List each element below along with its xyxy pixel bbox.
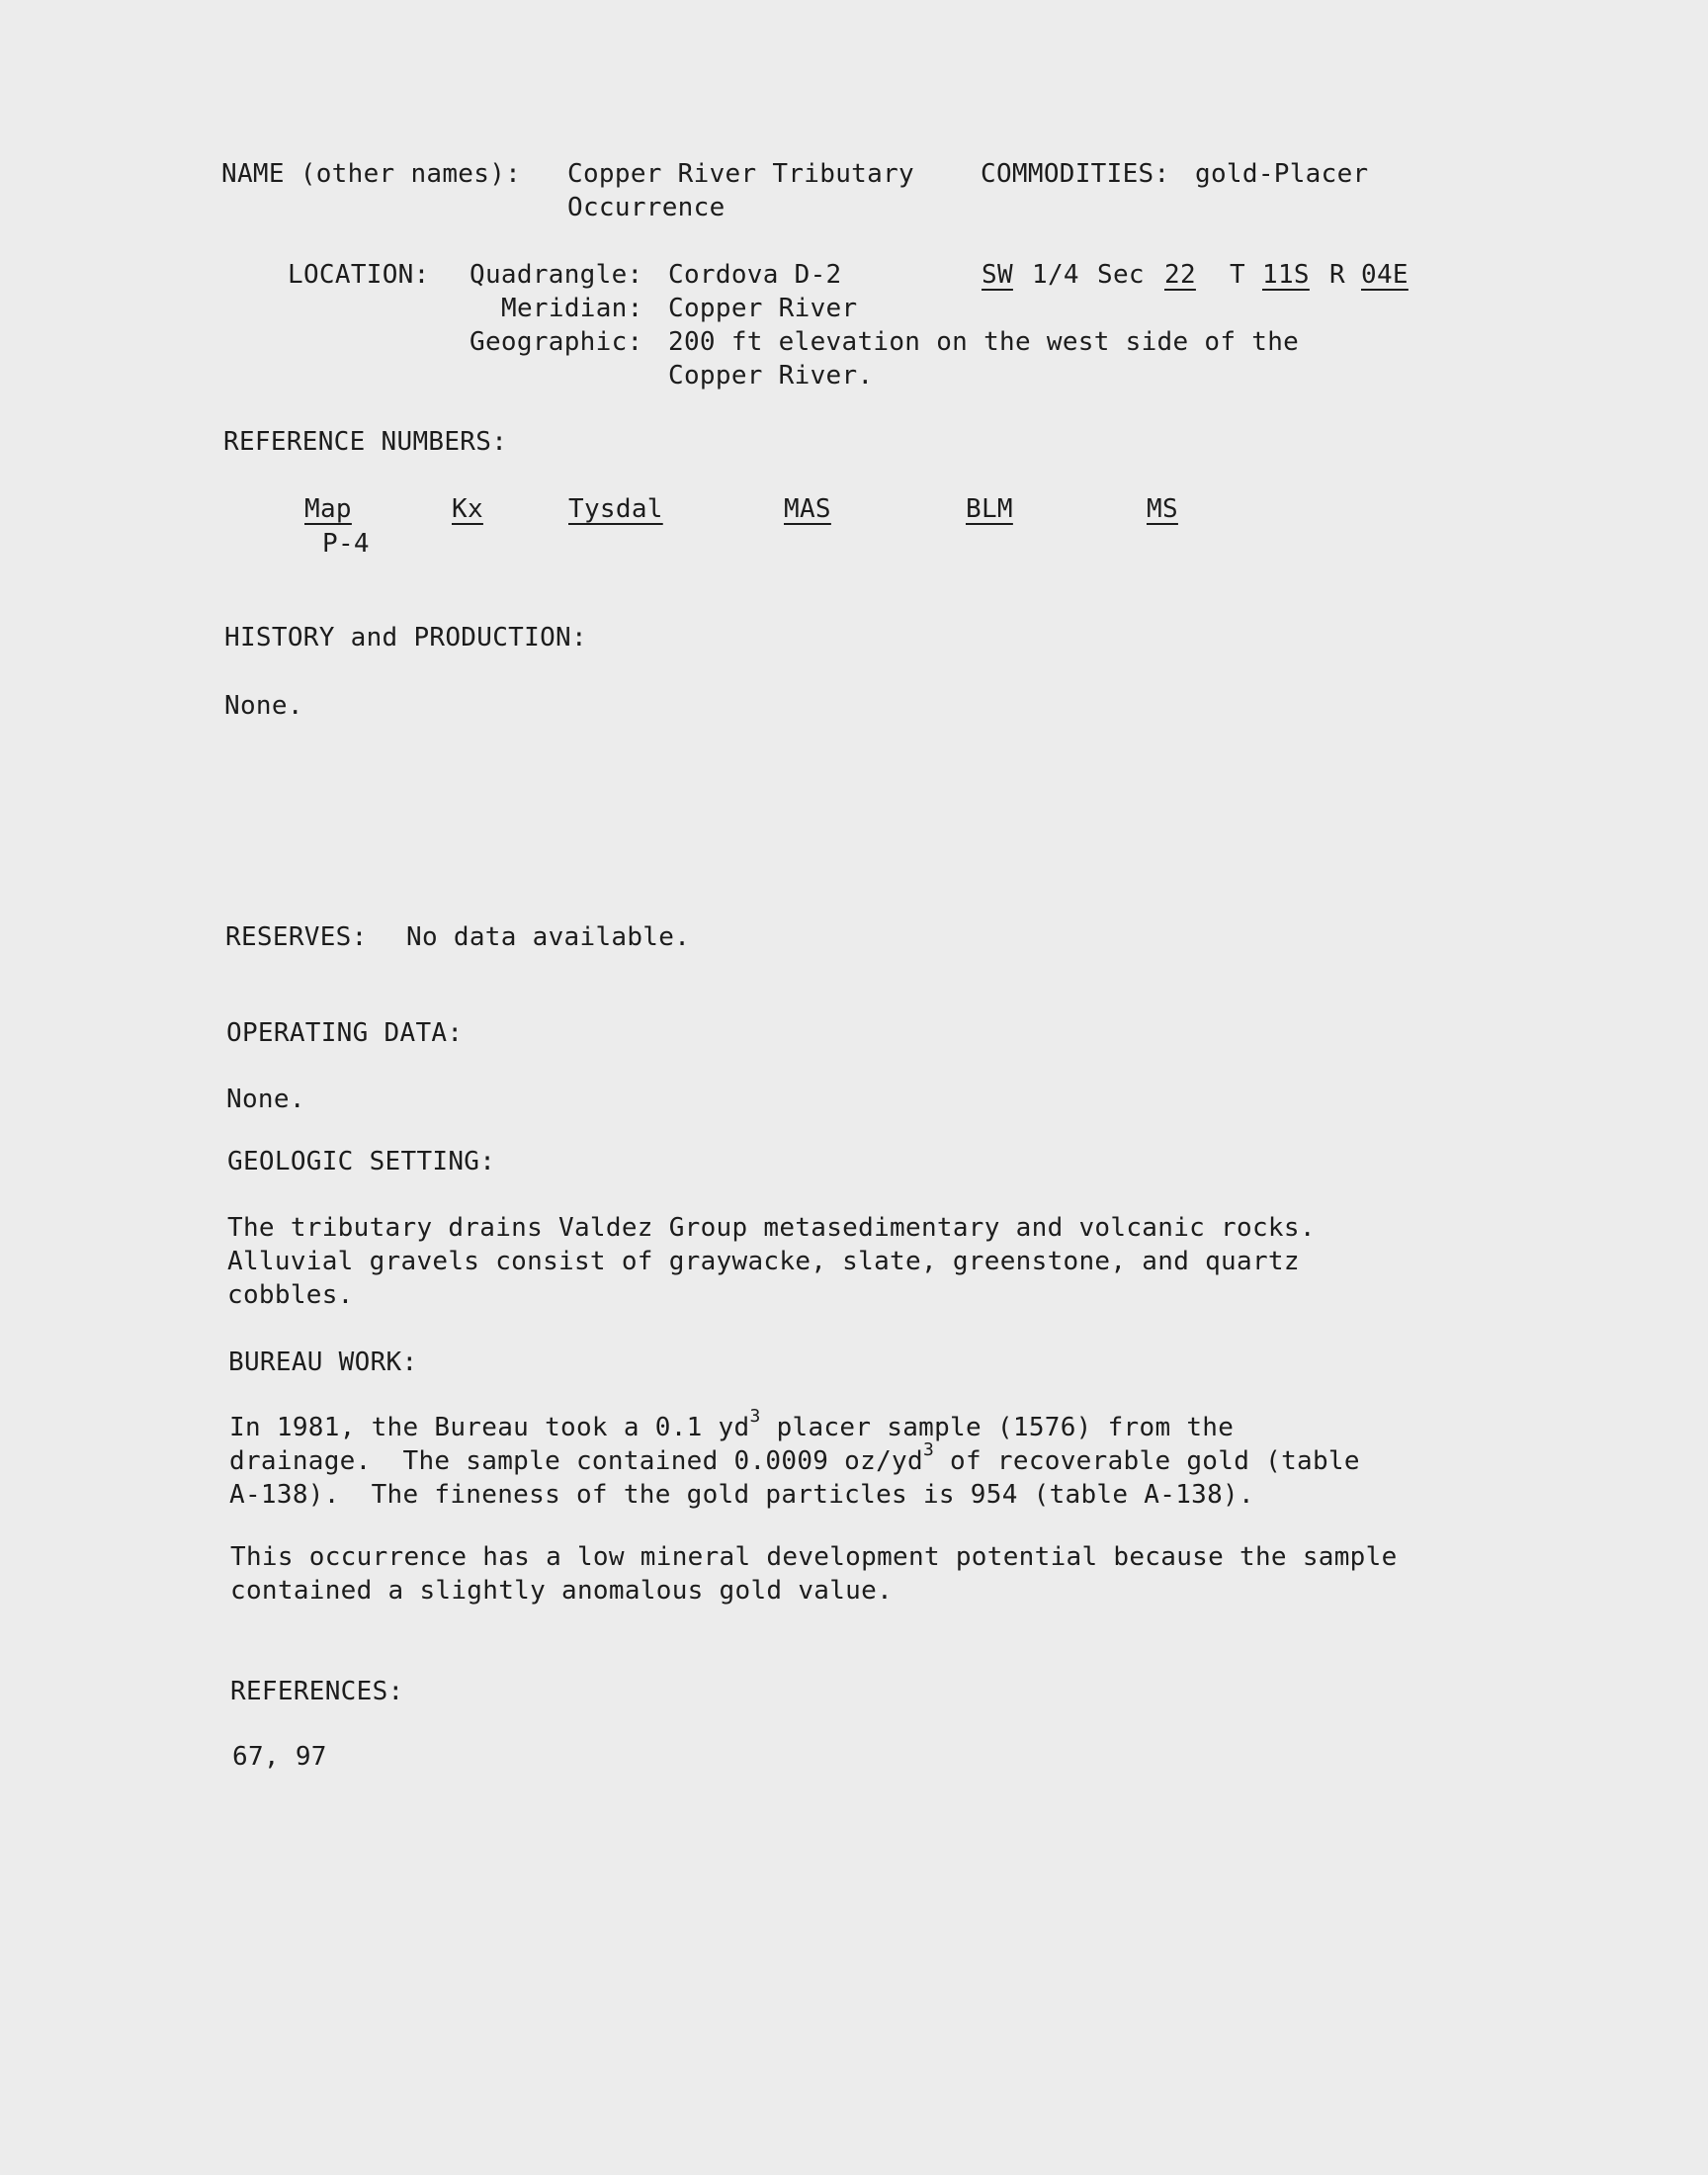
bureau-p1-line-3: A-138). The fineness of the gold particles is 954 (table A-138).	[229, 1480, 1254, 1510]
name-value-line1: Copper River Tributary	[567, 159, 914, 189]
bureau-p1-line-1: In 1981, the Bureau took a 0.1 $yd^3$ placer sample (1576) from the	[229, 1406, 1235, 1442]
name-value-line2: Occurrence	[567, 193, 726, 222]
history-heading: HISTORY and PRODUCTION:	[224, 623, 587, 652]
commodities-value: gold-Placer	[1195, 159, 1369, 189]
references-heading: REFERENCES:	[230, 1677, 404, 1706]
quarter-value: SW	[982, 260, 1013, 290]
meridian-value: Copper River	[668, 294, 858, 323]
reserves-text: No data available.	[406, 922, 691, 952]
geographic-label: Geographic:	[470, 327, 643, 357]
ref-blm-label: BLM	[966, 494, 1013, 524]
geographic-value-line2: Copper River.	[668, 361, 874, 391]
bureau-heading: BUREAU WORK:	[228, 1348, 418, 1377]
geologic-line-1: The tributary drains Valdez Group metasedimentary and volcanic rocks.	[227, 1213, 1316, 1243]
ref-map-label: Map	[304, 494, 352, 524]
section-value: 22	[1164, 260, 1196, 290]
reserves-label: RESERVES:	[225, 922, 368, 952]
bureau-p2-line-1: This occurrence has a low mineral development potential because the sample	[230, 1542, 1398, 1572]
township-label: T	[1230, 260, 1245, 290]
ref-map-value: P-4	[322, 529, 370, 559]
quadrangle-value: Cordova D-2	[668, 260, 842, 290]
ref-kx-label: Kx	[452, 494, 483, 524]
geologic-line-3: cobbles.	[227, 1280, 354, 1310]
operating-heading: OPERATING DATA:	[226, 1018, 464, 1048]
name-label: NAME (other names):	[221, 159, 522, 189]
history-text: None.	[224, 691, 303, 721]
geologic-line-2: Alluvial gravels consist of graywacke, slate, greenstone, and quartz	[227, 1247, 1300, 1276]
ref-tysdal-label: Tysdal	[568, 494, 663, 524]
ref-ms-label: MS	[1147, 494, 1178, 524]
geographic-value-line1: 200 ft elevation on the west side of the	[668, 327, 1300, 357]
section-label: Sec	[1097, 260, 1145, 290]
operating-text: None.	[226, 1085, 305, 1114]
geologic-heading: GEOLOGIC SETTING:	[227, 1147, 496, 1176]
range-value: 04E	[1361, 260, 1409, 290]
location-label: LOCATION:	[288, 260, 430, 290]
township-value: 11S	[1262, 260, 1310, 290]
ref-mas-label: MAS	[784, 494, 831, 524]
meridian-label: Meridian:	[501, 294, 643, 323]
commodities-label: COMMODITIES:	[981, 159, 1170, 189]
reference-numbers-heading: REFERENCE NUMBERS:	[223, 427, 508, 457]
bureau-p2-line-2: contained a slightly anomalous gold value.	[230, 1576, 894, 1606]
references-text: 67, 97	[232, 1742, 327, 1772]
bureau-p1-line-2: drainage. The sample contained 0.0009 $oz/yd^3$ of recoverable gold (table	[229, 1439, 1360, 1476]
quadrangle-label: Quadrangle:	[470, 260, 643, 290]
quarter-fraction: 1/4	[1032, 260, 1079, 290]
range-label: R	[1329, 260, 1345, 290]
